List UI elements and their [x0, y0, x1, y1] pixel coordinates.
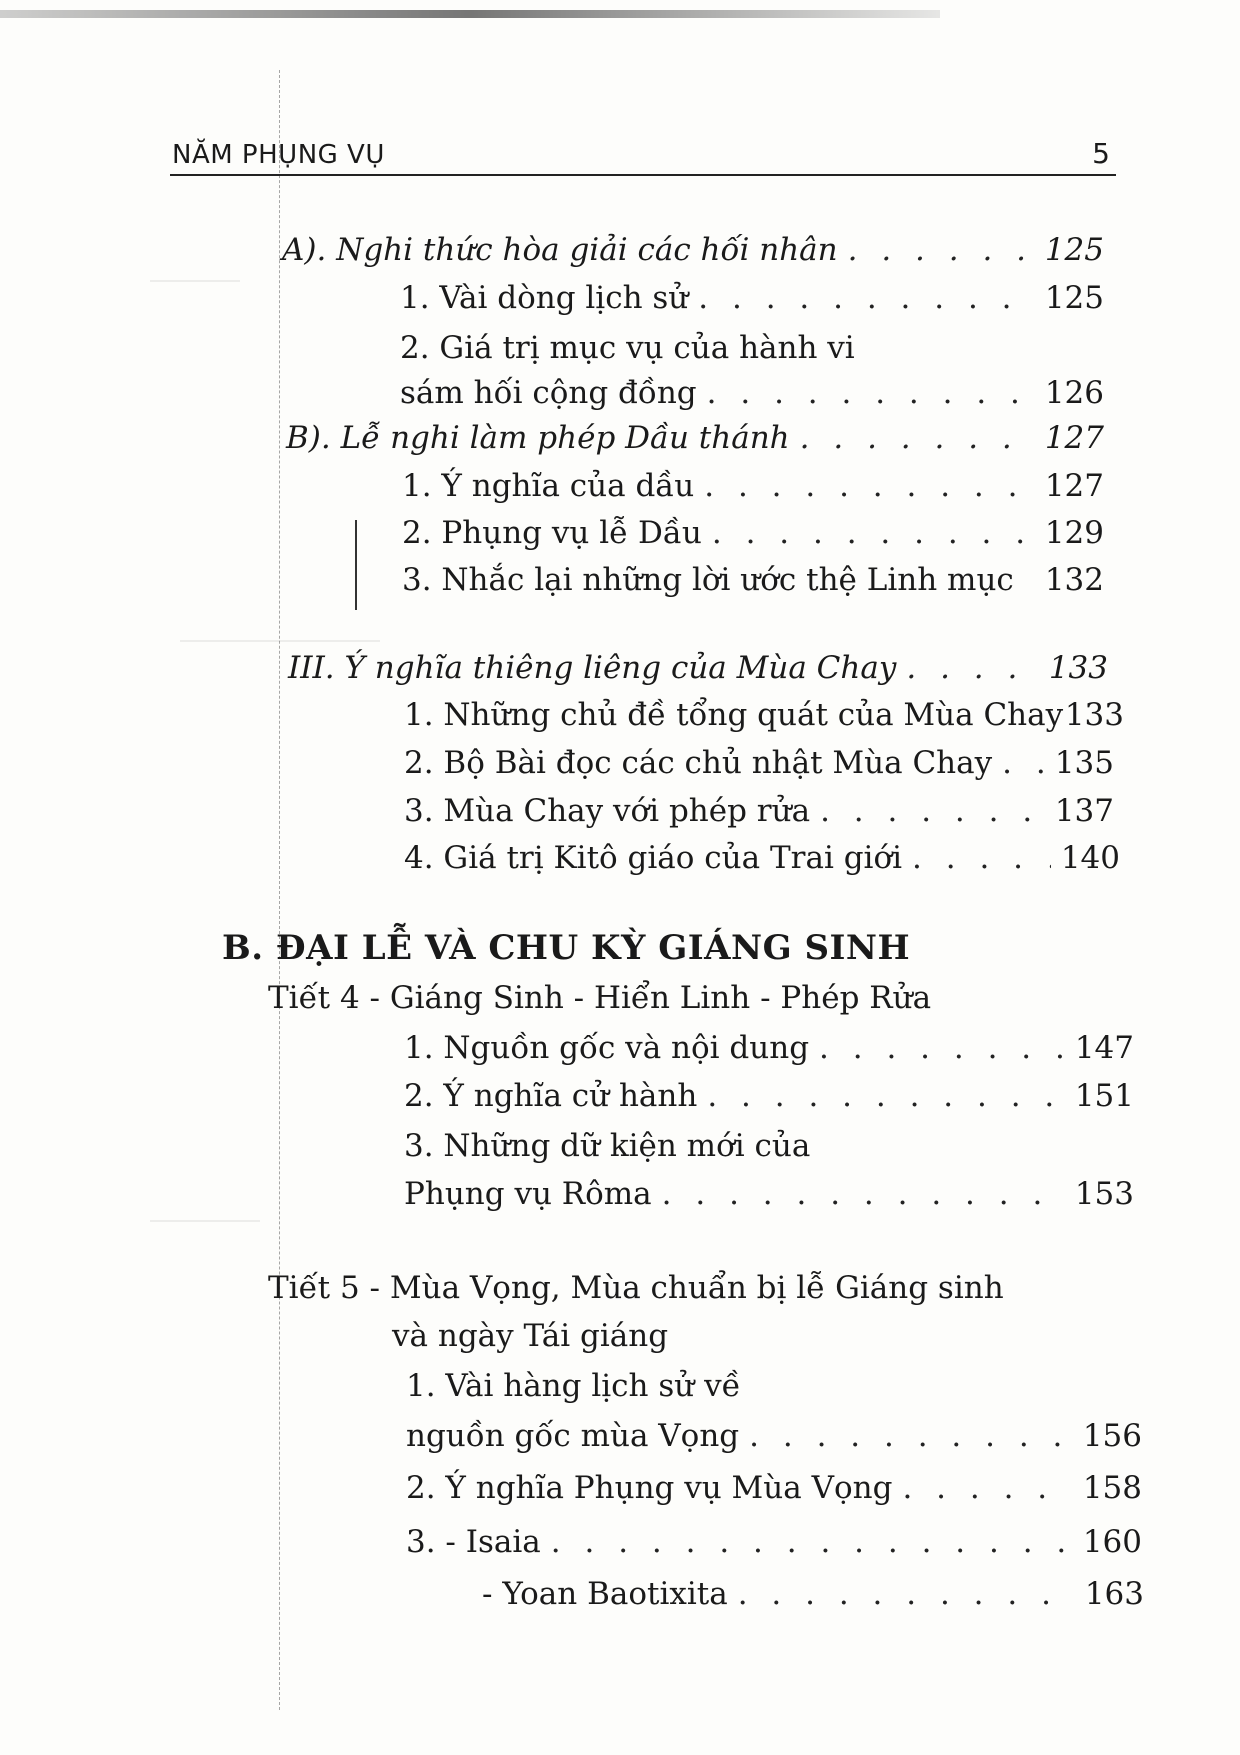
toc-entry-label: 2. Phụng vụ lễ Dầu [402, 515, 702, 551]
toc-entry-label: nguồn gốc mùa Vọng [406, 1418, 740, 1454]
scan-shadow-edge [0, 10, 940, 18]
toc-entry: 2. Giá trị mục vụ của hành vi [400, 330, 855, 366]
page-number: 5 [1092, 137, 1110, 170]
toc-entry-label: 1. Những chủ đề tổng quát của Mùa Chay [404, 697, 1064, 733]
dot-leader [712, 515, 1035, 551]
running-header [170, 137, 1116, 176]
toc-entry-page: 137 [1054, 793, 1114, 829]
toc-entry-page: 158 [1082, 1470, 1142, 1506]
toc-entry [404, 697, 1124, 741]
toc-entry-label: - Yoan Baotixita [482, 1576, 728, 1612]
toc-entry-page: 160 [1082, 1524, 1142, 1560]
toc-entry-label: 3. Mùa Chay với phép rửa [404, 793, 811, 829]
toc-entry [404, 840, 1120, 884]
toc-entry-page: 151 [1074, 1078, 1134, 1114]
toc-entry-label: 3. Nhắc lại những lời ước thệ Linh mục [402, 562, 1014, 598]
toc-entry-label: 2. Ý nghĩa Phụng vụ Mùa Vọng [406, 1470, 893, 1506]
toc-entry-page: 125 [1044, 280, 1104, 316]
toc-entry-heading [282, 232, 1104, 276]
dot-leader [662, 1176, 1065, 1212]
toc-entry [404, 793, 1114, 837]
subsection-title: Tiết 4 - Giáng Sinh - Hiển Linh - Phép Rửa [268, 980, 932, 1016]
toc-entry-page: 156 [1082, 1418, 1142, 1454]
toc-entry-page: 129 [1044, 515, 1104, 551]
toc-entry-page: 163 [1084, 1576, 1144, 1612]
bleed-through-mark [150, 1190, 260, 1222]
toc-entry [400, 375, 1104, 419]
toc-entry-label: 1. Ý nghĩa của dầu [402, 468, 695, 504]
toc-entry-label: A). Nghi thức hòa giải các hối nhân [282, 232, 838, 268]
toc-entry [402, 468, 1104, 512]
toc-entry-label: 1. Vài dòng lịch sử [400, 280, 689, 316]
toc-entry-label: sám hối cộng đồng [400, 375, 697, 411]
binding-guide-line [279, 70, 280, 1710]
toc-entry-heading [288, 650, 1108, 694]
section-heading: B. ĐẠI LỄ VÀ CHU KỲ GIÁNG SINH [222, 928, 911, 968]
toc-entry-page: 140 [1060, 840, 1120, 876]
dot-leader [800, 420, 1035, 456]
toc-entry [404, 745, 1114, 789]
toc-entry-label: 2. Bộ Bài đọc các chủ nhật Mùa Chay [404, 745, 993, 781]
toc-entry [404, 1078, 1134, 1122]
dot-leader [551, 1524, 1073, 1560]
dot-leader [707, 1078, 1064, 1114]
toc-entry-label: 4. Giá trị Kitô giáo của Trai giới [404, 840, 903, 876]
toc-entry-page: 133 [1048, 650, 1108, 686]
dot-leader [912, 840, 1051, 876]
toc-entry-page: 127 [1044, 420, 1104, 456]
toc-entry-label: Phụng vụ Rôma [404, 1176, 652, 1212]
toc-entry-page: 135 [1054, 745, 1114, 781]
subsection-title-continued: và ngày Tái giáng [392, 1318, 669, 1354]
dot-leader [819, 1030, 1065, 1066]
toc-entry-heading [286, 420, 1104, 464]
toc-entry-label: B). Lễ nghi làm phép Dầu thánh [286, 420, 790, 456]
toc-entry-page: 125 [1044, 232, 1104, 268]
dot-leader [1002, 745, 1045, 781]
dot-leader [738, 1576, 1075, 1612]
toc-entry-page: 132 [1044, 562, 1104, 598]
toc-entry: 1. Vài hàng lịch sử về [406, 1368, 741, 1404]
dot-leader [906, 650, 1038, 686]
toc-entry [406, 1470, 1142, 1514]
dot-leader [707, 375, 1035, 411]
toc-entry: 3. Những dữ kiện mới của [404, 1128, 811, 1164]
bleed-through-mark [150, 250, 240, 282]
margin-vertical-bar [355, 520, 357, 610]
toc-entry-page: 127 [1044, 468, 1104, 504]
toc-entry-label: III. Ý nghĩa thiêng liêng của Mùa Chay [288, 650, 897, 686]
toc-entry [404, 1176, 1134, 1220]
toc-entry-label: 2. Ý nghĩa cử hành [404, 1078, 698, 1114]
dot-leader [820, 793, 1045, 829]
toc-entry-page: 126 [1044, 375, 1104, 411]
running-header-title: NĂM PHỤNG VỤ [172, 140, 385, 170]
toc-entry [402, 562, 1104, 606]
toc-entry [482, 1576, 1144, 1620]
dot-leader [848, 232, 1035, 268]
dot-leader [704, 468, 1035, 504]
toc-entry-page: 133 [1064, 697, 1124, 733]
toc-entry [406, 1524, 1142, 1568]
toc-entry-label: 1. Nguồn gốc và nội dung [404, 1030, 810, 1066]
toc-entry [406, 1418, 1142, 1462]
toc-entry-page: 153 [1074, 1176, 1134, 1212]
subsection-title: Tiết 5 - Mùa Vọng, Mùa chuẩn bị lễ Giáng sinh [268, 1270, 1004, 1306]
bleed-through-mark [180, 610, 380, 642]
toc-entry [404, 1030, 1134, 1074]
toc-entry-page: 147 [1074, 1030, 1134, 1066]
dot-leader [698, 280, 1035, 316]
dot-leader [749, 1418, 1073, 1454]
dot-leader [902, 1470, 1072, 1506]
toc-entry [400, 280, 1104, 324]
toc-entry [402, 515, 1104, 559]
toc-entry-label: 3. - Isaia [406, 1524, 541, 1560]
